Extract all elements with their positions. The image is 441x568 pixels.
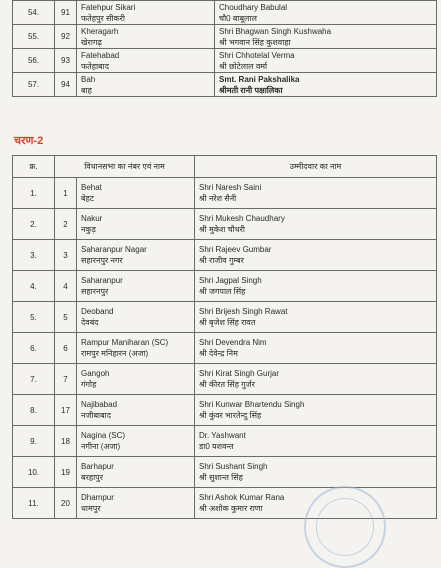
serial-number: 5. xyxy=(13,302,55,333)
candidate-name-hi: चौ0 बाबूलाल xyxy=(219,13,257,23)
section-heading: चरण-2 xyxy=(14,135,44,147)
constituency-name-en: Gangoh xyxy=(81,369,110,378)
candidate-name-hi: श्री जगपाल सिंह xyxy=(199,287,246,296)
constituency-number: 94 xyxy=(55,73,77,97)
serial-number: 11. xyxy=(13,488,55,519)
constituency-number: 91 xyxy=(55,1,77,25)
constituency-number: 19 xyxy=(55,457,77,488)
serial-number: 9. xyxy=(13,426,55,457)
table-row xyxy=(13,25,437,49)
constituency-name-hi: फतेहाबाद xyxy=(81,61,109,71)
constituency-name-en: Nagina (SC) xyxy=(81,431,126,440)
constituency-name-en: Najibabad xyxy=(81,400,118,409)
constituency-name xyxy=(77,302,195,333)
candidate-name-hi: श्री देवेन्द्र निम xyxy=(199,349,238,358)
candidate-name xyxy=(195,395,437,426)
table-row xyxy=(13,1,437,25)
constituency-name-en: Deoband xyxy=(81,307,114,316)
candidate-name-en: Shri Kunwar Bhartendu Singh xyxy=(199,400,305,409)
constituency-name-en: Barhapur xyxy=(81,462,114,471)
constituency-name xyxy=(77,1,215,25)
table-row xyxy=(13,302,437,333)
serial-number: 7. xyxy=(13,364,55,395)
candidate-name xyxy=(215,73,437,97)
serial-number: 8. xyxy=(13,395,55,426)
candidate-name-hi: श्री मुकेश चौधरी xyxy=(199,225,245,234)
candidate-name-hi: श्री राजीव गुम्बर xyxy=(199,256,244,265)
serial-number: 10. xyxy=(13,457,55,488)
candidate-name-en: Shri Ashok Kumar Rana xyxy=(199,493,285,502)
constituency-name-en: Behat xyxy=(81,183,102,192)
candidate-name-hi: श्री नरेश सैनी xyxy=(199,194,237,203)
table-row xyxy=(13,209,437,240)
candidate-name-en: Shri Rajeev Gumbar xyxy=(199,245,272,254)
constituency-name-hi: फतेहपुर सीकरी xyxy=(81,13,125,23)
table-row xyxy=(13,178,437,209)
constituency-name xyxy=(77,73,215,97)
candidate-name-hi: श्री कीरत सिंह गुर्जर xyxy=(199,380,255,389)
candidate-name-hi: श्री छोटेलाल वर्मा xyxy=(219,61,268,71)
table-row xyxy=(13,333,437,364)
serial-number: 55. xyxy=(13,25,55,49)
constituency-name xyxy=(77,178,195,209)
table-row xyxy=(13,271,437,302)
official-seal xyxy=(304,486,386,568)
constituency-name xyxy=(77,49,215,73)
serial-number: 4. xyxy=(13,271,55,302)
constituency-name-en: Fatehpur Sikari xyxy=(81,2,136,12)
header-serial: क्र. xyxy=(13,156,55,178)
constituency-name xyxy=(77,240,195,271)
constituency-name xyxy=(77,271,195,302)
constituency-name-en: Saharanpur Nagar xyxy=(81,245,147,254)
table-row xyxy=(13,364,437,395)
candidate-name-en: Shri Mukesh Chaudhary xyxy=(199,214,285,223)
table-row xyxy=(13,395,437,426)
candidate-name xyxy=(195,240,437,271)
serial-number: 56. xyxy=(13,49,55,73)
constituency-name-hi: गंगोह xyxy=(81,380,97,389)
constituency-number: 5 xyxy=(55,302,77,333)
table-row xyxy=(13,73,437,97)
constituency-name-en: Nakur xyxy=(81,214,103,223)
candidate-name-en: Smt. Rani Pakshalika xyxy=(219,74,300,84)
constituency-name-en: Dhampur xyxy=(81,493,114,502)
constituency-name-hi: नजीबाबाद xyxy=(81,411,111,420)
candidate-name-en: Choudhary Babulal xyxy=(219,2,288,12)
candidate-name xyxy=(195,302,437,333)
constituency-name-en: Kheragarh xyxy=(81,26,119,36)
constituency-name xyxy=(77,209,195,240)
candidate-table-phase1 xyxy=(12,0,437,97)
candidate-name-en: Shri Brijesh Singh Rawat xyxy=(199,307,288,316)
candidate-name xyxy=(195,426,437,457)
constituency-name xyxy=(77,395,195,426)
serial-number: 2. xyxy=(13,209,55,240)
constituency-name xyxy=(77,364,195,395)
candidate-name xyxy=(195,333,437,364)
table-row xyxy=(13,240,437,271)
candidate-name xyxy=(195,209,437,240)
constituency-name xyxy=(77,333,195,364)
constituency-number: 2 xyxy=(55,209,77,240)
constituency-number: 7 xyxy=(55,364,77,395)
serial-number: 54. xyxy=(13,1,55,25)
constituency-number: 17 xyxy=(55,395,77,426)
constituency-name-hi: बेहट xyxy=(81,194,94,203)
constituency-name-hi: बरहापुर xyxy=(81,473,103,482)
constituency-number: 18 xyxy=(55,426,77,457)
candidate-name-hi: श्री कुंवर भारतेन्दु सिंह xyxy=(199,411,262,420)
constituency-name-hi: बाह xyxy=(81,85,92,95)
constituency-name-hi: सहारनपुर नगर xyxy=(81,256,123,265)
table-header-row xyxy=(13,156,437,178)
constituency-name-hi: देवबंद xyxy=(81,318,99,327)
header-constituency: विधानसभा का नंबर एवं नाम xyxy=(55,156,195,178)
candidate-name-hi: श्री बृजेश सिंह रावत xyxy=(199,318,256,327)
constituency-number: 4 xyxy=(55,271,77,302)
table-row xyxy=(13,49,437,73)
candidate-name-hi: श्री अशोक कुमार राणा xyxy=(199,504,263,513)
candidate-name-en: Shri Jagpal Singh xyxy=(199,276,262,285)
candidate-name-hi: श्री भगवान सिंह कुशवाहा xyxy=(219,37,291,47)
table-row xyxy=(13,426,437,457)
candidate-name xyxy=(195,271,437,302)
constituency-number: 92 xyxy=(55,25,77,49)
candidate-name-hi: डा0 यशवन्त xyxy=(199,442,234,451)
candidate-name-hi: श्रीमती रानी पक्षालिका xyxy=(219,85,283,95)
constituency-number: 20 xyxy=(55,488,77,519)
candidate-name-en: Shri Chhotelal Verma xyxy=(219,50,295,60)
constituency-name-en: Saharanpur xyxy=(81,276,123,285)
constituency-name-hi: नगीना (अजा) xyxy=(81,442,121,451)
constituency-number: 6 xyxy=(55,333,77,364)
serial-number: 57. xyxy=(13,73,55,97)
candidate-name-en: Shri Kirat Singh Gurjar xyxy=(199,369,280,378)
constituency-name xyxy=(77,426,195,457)
constituency-name-hi: नकुड़ xyxy=(81,225,96,234)
candidate-name-hi: श्री सुशान्त सिंह xyxy=(199,473,243,482)
candidate-name xyxy=(215,25,437,49)
constituency-name-en: Fatehabad xyxy=(81,50,120,60)
constituency-name xyxy=(77,25,215,49)
constituency-number: 1 xyxy=(55,178,77,209)
candidate-name xyxy=(195,178,437,209)
candidate-name-en: Dr. Yashwant xyxy=(199,431,246,440)
constituency-name-hi: रामपुर मनिहारन (अजा) xyxy=(81,349,149,358)
header-candidate: उम्मीदवार का नाम xyxy=(195,156,437,178)
constituency-name-hi: खेरागढ़ xyxy=(81,37,102,47)
constituency-name-en: Rampur Maniharan (SC) xyxy=(81,338,169,347)
constituency-name xyxy=(77,488,195,519)
serial-number: 6. xyxy=(13,333,55,364)
constituency-name-hi: सहारनपुर xyxy=(81,287,109,296)
constituency-number: 3 xyxy=(55,240,77,271)
constituency-number: 93 xyxy=(55,49,77,73)
serial-number: 3. xyxy=(13,240,55,271)
candidate-table-phase2 xyxy=(12,155,437,519)
candidate-name xyxy=(215,49,437,73)
constituency-name-hi: धामपुर xyxy=(81,504,101,513)
constituency-name-en: Bah xyxy=(81,74,96,84)
candidate-name-en: Shri Naresh Saini xyxy=(199,183,262,192)
table-row xyxy=(13,457,437,488)
serial-number: 1. xyxy=(13,178,55,209)
candidate-name-en: Shri Bhagwan Singh Kushwaha xyxy=(219,26,332,36)
candidate-name xyxy=(195,364,437,395)
candidate-name-en: Shri Sushant Singh xyxy=(199,462,268,471)
candidate-name xyxy=(195,457,437,488)
candidate-name-en: Shri Devendra Nim xyxy=(199,338,267,347)
constituency-name xyxy=(77,457,195,488)
candidate-name xyxy=(215,1,437,25)
